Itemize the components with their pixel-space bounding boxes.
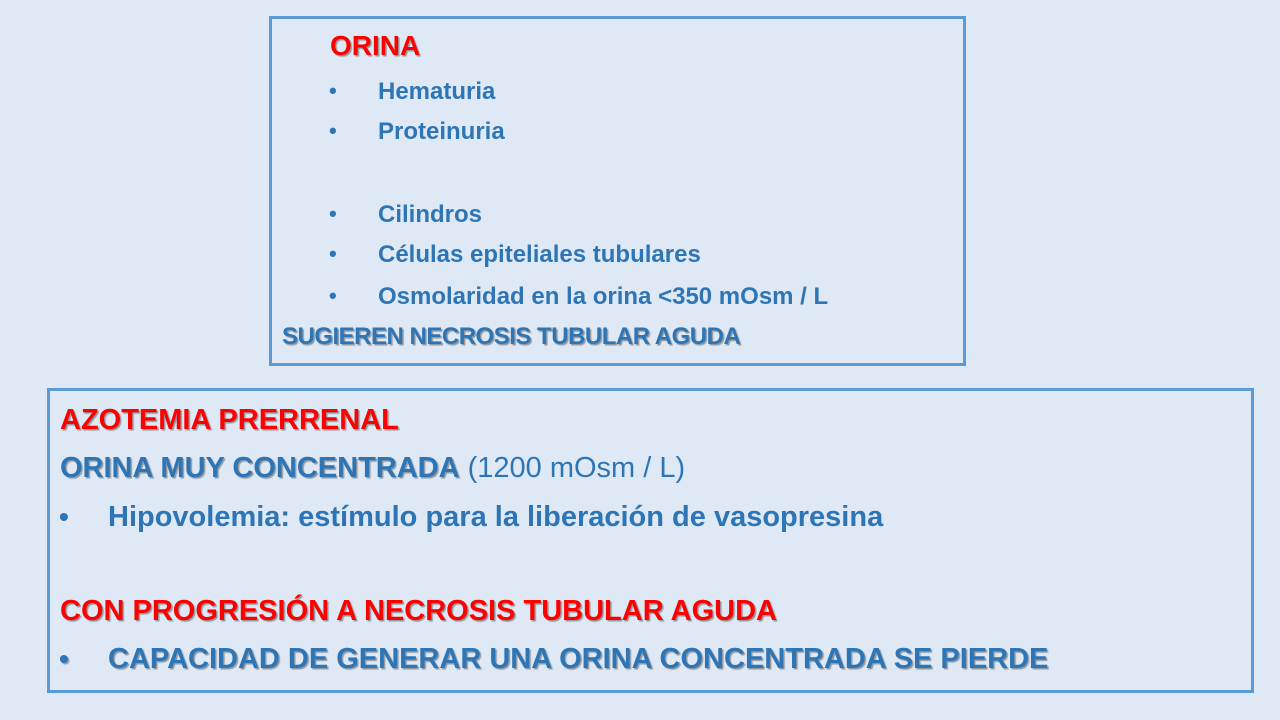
urine-item-proteinuria: Proteinuria xyxy=(378,118,505,145)
bullet-icon: • xyxy=(329,241,337,266)
urine-findings-box xyxy=(269,16,966,366)
hypovolemia-item: Hipovolemia: estímulo para la liberación de vasopresina xyxy=(108,501,884,533)
progression-item: CAPACIDAD DE GENERAR UNA ORINA CONCENTRADA SE PIERDE xyxy=(108,643,1049,675)
urine-conclusion: SUGIEREN NECROSIS TUBULAR AGUDA xyxy=(282,323,741,350)
bullet-icon: • xyxy=(329,283,337,308)
urine-item-celulas: Células epiteliales tubulares xyxy=(378,241,701,268)
bullet-icon: • xyxy=(329,78,337,103)
concentrated-urine-label: ORINA MUY CONCENTRADA xyxy=(60,452,460,484)
urine-title: ORINA xyxy=(330,30,421,61)
concentrated-urine-line xyxy=(60,454,685,483)
prerenal-title: AZOTEMIA PRERRENAL xyxy=(60,404,399,436)
bullet-icon: • xyxy=(329,201,337,226)
urine-item-osmolaridad: Osmolaridad en la orina <350 mOsm / L xyxy=(378,283,829,310)
bullet-icon: • xyxy=(329,118,337,143)
urine-item-hematuria: Hematuria xyxy=(378,78,496,105)
bullet-icon: • xyxy=(59,501,69,532)
urine-item-cilindros: Cilindros xyxy=(378,201,483,228)
bullet-icon: • xyxy=(59,643,69,674)
progression-title: CON PROGRESIÓN A NECROSIS TUBULAR AGUDA xyxy=(60,595,777,627)
concentrated-urine-value: (1200 mOsm / L) xyxy=(459,452,686,484)
